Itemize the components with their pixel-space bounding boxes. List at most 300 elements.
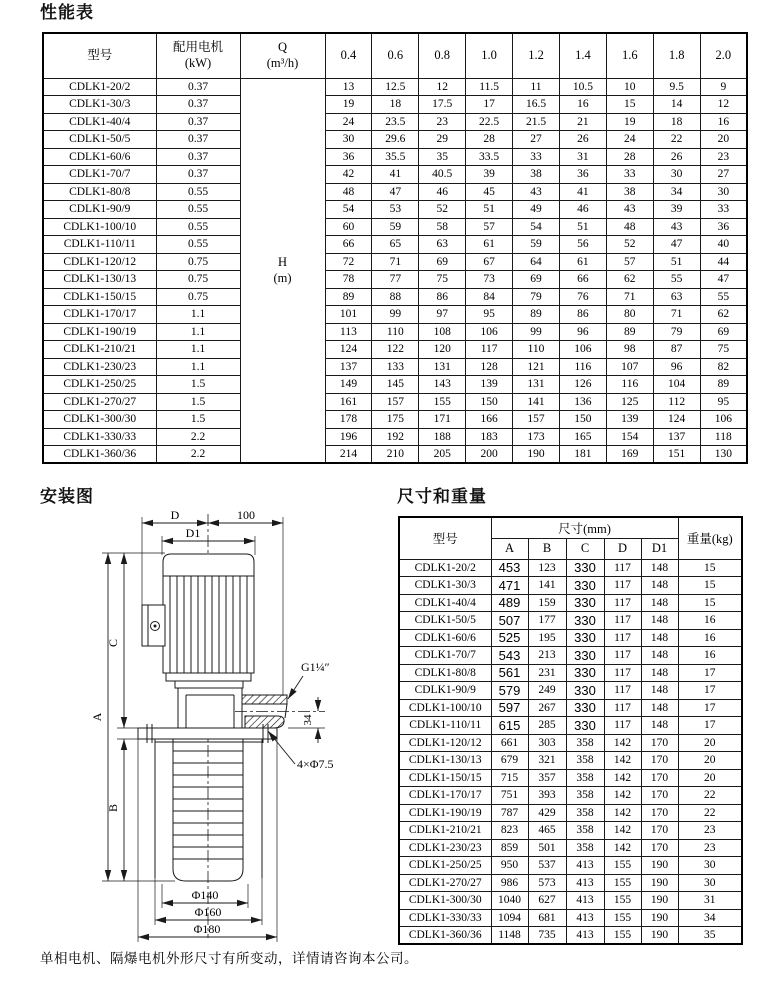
head-value-cell: 96	[653, 358, 700, 376]
dimension-cell: 142	[604, 804, 641, 822]
dimension-row	[399, 892, 742, 910]
model-cell: CDLK1-100/10	[43, 218, 156, 236]
dim-label-d: D	[170, 510, 180, 522]
dimension-cell: 330	[566, 629, 604, 647]
dimension-cell: 142	[604, 752, 641, 770]
head-value-cell: 61	[559, 253, 606, 271]
head-value-cell: 79	[653, 323, 700, 341]
dimension-cell: 525	[491, 629, 528, 647]
dimension-cell: 453	[491, 559, 528, 577]
head-value-cell: 23	[419, 113, 466, 131]
dimension-cell: 117	[604, 717, 641, 735]
head-value-cell: 63	[419, 236, 466, 254]
model-cell: CDLK1-120/12	[399, 734, 491, 752]
dimension-cell: 1148	[491, 927, 528, 945]
motor-kw-cell: 1.1	[156, 323, 240, 341]
head-value-cell: 12	[419, 78, 466, 96]
dim-label-a: A	[90, 712, 104, 722]
head-value-cell: 99	[513, 323, 560, 341]
head-value-cell: 17	[466, 96, 513, 114]
head-value-cell: 16	[700, 113, 747, 131]
dimension-row	[399, 577, 742, 595]
dimension-cell: 358	[566, 769, 604, 787]
model-cell: CDLK1-360/36	[43, 446, 156, 464]
performance-section-title: 性能表	[40, 3, 94, 22]
head-value-cell: 143	[419, 376, 466, 394]
dimension-cell: 117	[604, 682, 641, 700]
head-value-cell: 137	[653, 428, 700, 446]
head-value-cell: 200	[466, 446, 513, 464]
dimension-row	[399, 559, 742, 577]
head-value-cell: 16.5	[513, 96, 560, 114]
model-cell: CDLK1-90/9	[399, 682, 491, 700]
dimension-row	[399, 752, 742, 770]
installation-diagram	[35, 510, 395, 950]
weight-cell: 17	[678, 699, 742, 717]
dimension-cell: 321	[528, 752, 566, 770]
head-value-cell: 21	[559, 113, 606, 131]
model-cell: CDLK1-330/33	[399, 909, 491, 927]
dim-label-phi180: Φ180	[193, 922, 221, 936]
head-value-cell: 43	[606, 201, 653, 219]
head-value-cell: 49	[513, 201, 560, 219]
head-value-cell: 26	[559, 131, 606, 149]
motor-kw-cell: 0.75	[156, 253, 240, 271]
dimension-cell: 190	[641, 874, 678, 892]
head-value-cell: 171	[419, 411, 466, 429]
dim-label-100: 100	[237, 510, 255, 522]
head-value-cell: 117	[466, 341, 513, 359]
head-value-cell: 67	[466, 253, 513, 271]
col-header-model: 型号	[399, 517, 491, 559]
dimension-cell: 142	[604, 769, 641, 787]
performance-table	[42, 32, 748, 464]
head-value-cell: 13	[325, 78, 372, 96]
performance-row	[43, 166, 747, 184]
dimension-row	[399, 839, 742, 857]
performance-row	[43, 341, 747, 359]
weight-cell: 30	[678, 857, 742, 875]
head-value-cell: 26	[653, 148, 700, 166]
dimension-cell: 142	[604, 822, 641, 840]
dimension-cell: 358	[566, 787, 604, 805]
motor-kw-cell: 0.37	[156, 78, 240, 96]
motor-kw-cell: 0.37	[156, 166, 240, 184]
dimension-cell: 117	[604, 664, 641, 682]
dimension-cell: 579	[491, 682, 528, 700]
head-value-cell: 33.5	[466, 148, 513, 166]
model-cell: CDLK1-150/15	[399, 769, 491, 787]
head-value-cell: 27	[700, 166, 747, 184]
dimension-cell: 358	[566, 839, 604, 857]
dimension-cell: 190	[641, 892, 678, 910]
dimension-row	[399, 647, 742, 665]
bolt-callout-label: 4×Φ7.5	[297, 757, 334, 771]
dimension-row	[399, 629, 742, 647]
model-cell: CDLK1-70/7	[43, 166, 156, 184]
weight-cell: 22	[678, 804, 742, 822]
head-value-cell: 57	[466, 218, 513, 236]
mounting-plate	[138, 728, 277, 739]
head-value-cell: 12.5	[372, 78, 419, 96]
head-value-cell: 22.5	[466, 113, 513, 131]
motor-kw-cell: 0.37	[156, 113, 240, 131]
model-cell: CDLK1-150/15	[43, 288, 156, 306]
motor-kw-cell: 1.1	[156, 306, 240, 324]
head-value-cell: 84	[466, 288, 513, 306]
head-value-cell: 88	[372, 288, 419, 306]
col-header-model: 型号	[43, 33, 156, 78]
performance-row	[43, 393, 747, 411]
model-cell: CDLK1-210/21	[43, 341, 156, 359]
head-value-cell: 61	[466, 236, 513, 254]
head-value-cell: 47	[700, 271, 747, 289]
head-value-cell: 28	[606, 148, 653, 166]
head-value-cell: 48	[606, 218, 653, 236]
performance-row	[43, 306, 747, 324]
head-value-cell: 149	[325, 376, 372, 394]
dimension-cell: 117	[604, 594, 641, 612]
dimension-cell: 429	[528, 804, 566, 822]
motor-kw-cell: 0.55	[156, 236, 240, 254]
weight-cell: 20	[678, 752, 742, 770]
head-value-cell: 161	[325, 393, 372, 411]
dimension-cell: 117	[604, 577, 641, 595]
dimension-row	[399, 909, 742, 927]
head-value-cell: 126	[559, 376, 606, 394]
head-value-cell: 113	[325, 323, 372, 341]
pump-head	[178, 688, 242, 728]
dimension-row	[399, 664, 742, 682]
col-header-flow-value: 1.2	[513, 33, 560, 78]
dimension-cell: 148	[641, 559, 678, 577]
dimension-cell: 615	[491, 717, 528, 735]
performance-row	[43, 271, 747, 289]
dimension-cell: 303	[528, 734, 566, 752]
dimension-row	[399, 594, 742, 612]
dimension-cell: 142	[604, 787, 641, 805]
head-value-cell: 54	[513, 218, 560, 236]
head-value-cell: 97	[419, 306, 466, 324]
dimension-cell: 501	[528, 839, 566, 857]
head-value-cell: 79	[513, 288, 560, 306]
head-value-cell: 36	[700, 218, 747, 236]
col-header-c: C	[566, 538, 604, 559]
head-value-cell: 58	[419, 218, 466, 236]
weight-cell: 16	[678, 612, 742, 630]
dimension-cell: 1040	[491, 892, 528, 910]
port-flange	[242, 695, 287, 704]
head-value-cell: 51	[653, 253, 700, 271]
dimension-cell: 190	[641, 857, 678, 875]
head-value-cell: 33	[700, 201, 747, 219]
dimension-cell: 330	[566, 699, 604, 717]
dimension-cell: 330	[566, 682, 604, 700]
dimension-cell: 249	[528, 682, 566, 700]
motor-kw-cell: 0.37	[156, 96, 240, 114]
dimension-cell: 117	[604, 629, 641, 647]
dimension-cell: 413	[566, 874, 604, 892]
head-value-cell: 28	[466, 131, 513, 149]
head-value-cell: 86	[419, 288, 466, 306]
weight-cell: 31	[678, 892, 742, 910]
head-value-cell: 89	[325, 288, 372, 306]
head-value-cell: 122	[372, 341, 419, 359]
model-cell: CDLK1-110/11	[43, 236, 156, 254]
dimension-cell: 986	[491, 874, 528, 892]
col-header-weight: 重量(kg)	[678, 517, 742, 559]
model-cell: CDLK1-360/36	[399, 927, 491, 945]
head-value-cell: 56	[559, 236, 606, 254]
head-value-cell: 41	[372, 166, 419, 184]
head-value-cell: 19	[325, 96, 372, 114]
head-value-cell: 69	[700, 323, 747, 341]
head-value-cell: 157	[372, 393, 419, 411]
dimension-cell: 170	[641, 734, 678, 752]
model-cell: CDLK1-130/13	[43, 271, 156, 289]
dimension-cell: 679	[491, 752, 528, 770]
head-value-cell: 82	[700, 358, 747, 376]
head-value-cell: 89	[513, 306, 560, 324]
model-cell: CDLK1-300/30	[43, 411, 156, 429]
head-value-cell: 43	[513, 183, 560, 201]
dimension-cell: 859	[491, 839, 528, 857]
head-value-cell: 36	[325, 148, 372, 166]
performance-row	[43, 358, 747, 376]
dimension-cell: 170	[641, 804, 678, 822]
head-value-cell: 62	[700, 306, 747, 324]
dimension-cell: 155	[604, 909, 641, 927]
head-value-cell: 46	[559, 201, 606, 219]
head-value-cell: 118	[700, 428, 747, 446]
dimension-cell: 117	[604, 699, 641, 717]
dimension-cell: 330	[566, 559, 604, 577]
head-value-cell: 136	[559, 393, 606, 411]
head-value-cell: 10.5	[559, 78, 606, 96]
dimension-cell: 787	[491, 804, 528, 822]
model-cell: CDLK1-20/2	[43, 78, 156, 96]
dimension-row	[399, 717, 742, 735]
head-value-cell: 99	[372, 306, 419, 324]
head-value-cell: 151	[653, 446, 700, 464]
col-header-flow-value: 2.0	[700, 33, 747, 78]
head-value-cell: 98	[606, 341, 653, 359]
head-value-cell: 21.5	[513, 113, 560, 131]
dimension-cell: 413	[566, 909, 604, 927]
dim-label-phi160: Φ160	[194, 905, 222, 919]
performance-row	[43, 183, 747, 201]
head-value-cell: 69	[513, 271, 560, 289]
dimension-cell: 358	[566, 734, 604, 752]
col-header-flow-value: 1.8	[653, 33, 700, 78]
head-value-cell: 23	[700, 148, 747, 166]
head-value-cell: 64	[513, 253, 560, 271]
dimension-cell: 170	[641, 769, 678, 787]
performance-row	[43, 236, 747, 254]
head-value-cell: 40	[700, 236, 747, 254]
model-cell: CDLK1-250/25	[399, 857, 491, 875]
head-value-cell: 52	[419, 201, 466, 219]
weight-cell: 35	[678, 927, 742, 945]
port-body	[245, 716, 284, 728]
head-value-cell: 106	[559, 341, 606, 359]
model-cell: CDLK1-130/13	[399, 752, 491, 770]
dimension-row	[399, 699, 742, 717]
head-value-cell: 33	[606, 166, 653, 184]
dimension-cell: 661	[491, 734, 528, 752]
head-value-cell: 42	[325, 166, 372, 184]
dimension-cell: 543	[491, 647, 528, 665]
dimension-row	[399, 804, 742, 822]
dimension-cell: 413	[566, 892, 604, 910]
dimension-cell: 330	[566, 717, 604, 735]
head-value-cell: 173	[513, 428, 560, 446]
head-value-cell: 69	[419, 253, 466, 271]
dimension-cell: 627	[528, 892, 566, 910]
head-value-cell: 39	[466, 166, 513, 184]
dimension-row	[399, 682, 742, 700]
head-value-cell: 30	[653, 166, 700, 184]
weight-cell: 34	[678, 909, 742, 927]
head-value-cell: 31	[559, 148, 606, 166]
head-value-cell: 30	[325, 131, 372, 149]
dimension-cell: 155	[604, 927, 641, 945]
dimension-cell: 195	[528, 629, 566, 647]
head-value-cell: 20	[700, 131, 747, 149]
dimension-cell: 358	[566, 822, 604, 840]
dimensions-table	[398, 516, 743, 945]
dimensions-header-row	[399, 517, 742, 538]
head-value-cell: 46	[419, 183, 466, 201]
dimension-cell: 148	[641, 577, 678, 595]
dimension-cell: 285	[528, 717, 566, 735]
dimension-cell: 465	[528, 822, 566, 840]
head-value-cell: 36	[559, 166, 606, 184]
dimension-cell: 823	[491, 822, 528, 840]
head-value-cell: 72	[325, 253, 372, 271]
head-value-cell: 110	[513, 341, 560, 359]
head-value-cell: 150	[559, 411, 606, 429]
head-value-cell: 14	[653, 96, 700, 114]
head-value-cell: 205	[419, 446, 466, 464]
dim-label-c: C	[106, 638, 120, 648]
dimension-cell: 573	[528, 874, 566, 892]
dimension-cell: 330	[566, 577, 604, 595]
head-value-cell: 106	[700, 411, 747, 429]
performance-row	[43, 376, 747, 394]
head-value-cell: 150	[466, 393, 513, 411]
head-value-cell: 76	[559, 288, 606, 306]
weight-cell: 17	[678, 682, 742, 700]
head-value-cell: 137	[325, 358, 372, 376]
model-cell: CDLK1-120/12	[43, 253, 156, 271]
dimension-cell: 142	[604, 839, 641, 857]
head-value-cell: 121	[513, 358, 560, 376]
footnote-text: 单相电机、隔爆电机外形尺寸有所变动，详情请咨询本公司。	[40, 951, 418, 966]
head-value-cell: 51	[559, 218, 606, 236]
dimension-cell: 213	[528, 647, 566, 665]
weight-cell: 23	[678, 839, 742, 857]
head-value-cell: 47	[653, 236, 700, 254]
head-value-cell: 17.5	[419, 96, 466, 114]
head-value-cell: 18	[372, 96, 419, 114]
head-value-cell: 9.5	[653, 78, 700, 96]
dimension-cell: 141	[528, 577, 566, 595]
head-value-cell: 35.5	[372, 148, 419, 166]
dimension-row	[399, 822, 742, 840]
head-value-cell: 24	[325, 113, 372, 131]
performance-row	[43, 288, 747, 306]
weight-cell: 16	[678, 647, 742, 665]
col-header-flow-value: 1.6	[606, 33, 653, 78]
dimension-cell: 148	[641, 612, 678, 630]
head-value-cell: 75	[419, 271, 466, 289]
head-value-cell: 18	[653, 113, 700, 131]
head-value-cell: 12	[700, 96, 747, 114]
model-cell: CDLK1-110/11	[399, 717, 491, 735]
model-cell: CDLK1-60/6	[399, 629, 491, 647]
motor-kw-cell: 0.55	[156, 218, 240, 236]
performance-row	[43, 428, 747, 446]
dimension-cell: 393	[528, 787, 566, 805]
head-value-cell: 51	[466, 201, 513, 219]
model-cell: CDLK1-270/27	[43, 393, 156, 411]
model-cell: CDLK1-30/3	[43, 96, 156, 114]
dimension-cell: 735	[528, 927, 566, 945]
head-value-cell: 33	[513, 148, 560, 166]
dimension-cell: 148	[641, 594, 678, 612]
head-value-cell: 15	[606, 96, 653, 114]
head-value-cell: 48	[325, 183, 372, 201]
head-value-cell: 54	[325, 201, 372, 219]
head-value-cell: 29	[419, 131, 466, 149]
col-header-flow-value: 0.4	[325, 33, 372, 78]
col-header-flow: Q (m³/h)	[240, 33, 325, 78]
head-value-cell: 101	[325, 306, 372, 324]
dimensions-table-header	[399, 517, 742, 559]
thread-size-label: G1¼″	[301, 660, 330, 674]
head-value-cell: 57	[606, 253, 653, 271]
head-value-cell: 131	[419, 358, 466, 376]
head-value-cell: 183	[466, 428, 513, 446]
head-value-cell: 66	[559, 271, 606, 289]
head-value-cell: 116	[559, 358, 606, 376]
head-value-cell: 40.5	[419, 166, 466, 184]
head-value-cell: 157	[513, 411, 560, 429]
head-value-cell: 108	[419, 323, 466, 341]
head-value-cell: 166	[466, 411, 513, 429]
dimension-cell: 170	[641, 839, 678, 857]
dimension-row	[399, 612, 742, 630]
model-cell: CDLK1-330/33	[43, 428, 156, 446]
head-value-cell: 120	[419, 341, 466, 359]
col-header-b: B	[528, 538, 566, 559]
model-cell: CDLK1-230/23	[399, 839, 491, 857]
dimension-cell: 148	[641, 699, 678, 717]
head-value-cell: 190	[513, 446, 560, 464]
head-value-cell: 73	[466, 271, 513, 289]
head-value-cell: 38	[513, 166, 560, 184]
dimension-cell: 117	[604, 612, 641, 630]
head-value-cell: 178	[325, 411, 372, 429]
head-value-cell: 55	[653, 271, 700, 289]
head-value-cell: 71	[372, 253, 419, 271]
head-value-cell: 11	[513, 78, 560, 96]
dimension-cell: 1094	[491, 909, 528, 927]
head-value-cell: 59	[372, 218, 419, 236]
dimension-cell: 170	[641, 822, 678, 840]
performance-row	[43, 323, 747, 341]
